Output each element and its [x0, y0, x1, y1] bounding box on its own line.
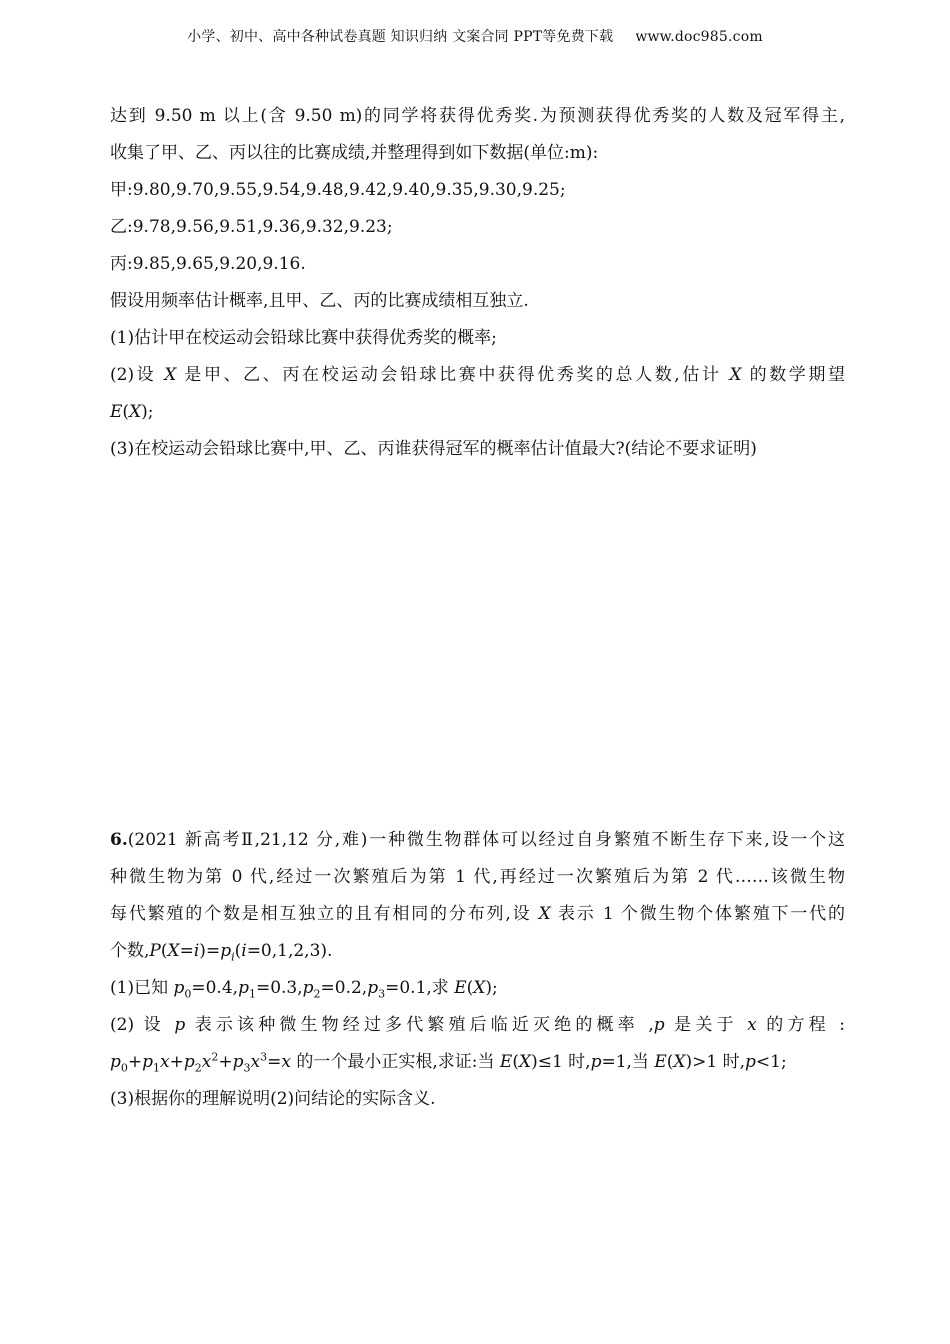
q6-part-1: (1)已知 $p_0=0.4,p_1=0.3,p_2=0.2,p_3=0.1$,求 E(X);	[110, 978, 498, 1001]
q5-part-2-line-1: (2)设 X 是甲、乙、丙在校运动会铅球比赛中获得优秀奖的总人数,估计 X 的数学期望	[110, 365, 845, 385]
q6-number: 6.	[110, 830, 128, 850]
header-left-text: 小学、初中、高中各种试卷真题 知识归纳 文案合同 PPT等免费下载	[187, 29, 614, 45]
q5-intro-line-1: 达到 9.50 m 以上(含 9.50 m)的同学将获得优秀奖.为预测获得优秀奖的人数及冠军得主,	[110, 106, 845, 126]
q5-data-jia: 甲:9.80,9.70,9.55,9.54,9.48,9.42,9.40,9.35,9.30,9.25;	[110, 180, 566, 200]
q5-assumption: 假设用频率估计概率,且甲、乙、丙的比赛成绩相互独立.	[110, 291, 529, 311]
q5-data-bing: 丙:9.85,9.65,9.20,9.16.	[110, 254, 306, 274]
question-5-body	[110, 98, 845, 468]
page-header	[0, 26, 950, 46]
q5-data-yi: 乙:9.78,9.56,9.51,9.36,9.32,9.23;	[110, 217, 393, 237]
q5-intro-line-2: 收集了甲、乙、丙以往的比赛成绩,并整理得到如下数据(单位:m):	[110, 143, 599, 163]
q5-part-1: (1)估计甲在校运动会铅球比赛中获得优秀奖的概率;	[110, 328, 497, 348]
q5-part-3: (3)在校运动会铅球比赛中,甲、乙、丙谁获得冠军的概率估计值最大?(结论不要求证明)	[110, 439, 757, 459]
q6-line-2: 种微生物为第 0 代,经过一次繁殖后为第 1 代,再经过一次繁殖后为第 2 代……该微生物	[110, 867, 845, 887]
q6-part-2-line-2: $p_0+p_1x+p_2x^2+p_3x^3=x$ 的一个最小正实根,求证:当 E(X)≤1 时,p=1,当 E(X)>1 时,p<1;	[110, 1050, 787, 1075]
q5-part-2-line-2: E(X);	[110, 402, 154, 422]
q6-line-3: 每代繁殖的个数是相互独立的且有相同的分布列,设 X 表示 1 个微生物个体繁殖下一代的	[110, 904, 845, 924]
q6-line-1: 6.(2021 新高考Ⅱ,21,12 分,难)一种微生物群体可以经过自身繁殖不断生存下来,设一个这	[110, 830, 845, 850]
q6-part-2-line-1: (2) 设 p 表示该种微生物经过多代繁殖后临近灭绝的概率 ,p 是关于 x 的方程 :	[110, 1015, 846, 1035]
q6-line-4: 个数$,P(X=i)=p_i(i=0,1,2,3)$.	[110, 941, 333, 964]
q6-part-3: (3)根据你的理解说明(2)问结论的实际含义.	[110, 1089, 436, 1109]
question-6-body	[110, 822, 845, 1118]
header-site-url: www.doc985.com	[635, 29, 763, 45]
